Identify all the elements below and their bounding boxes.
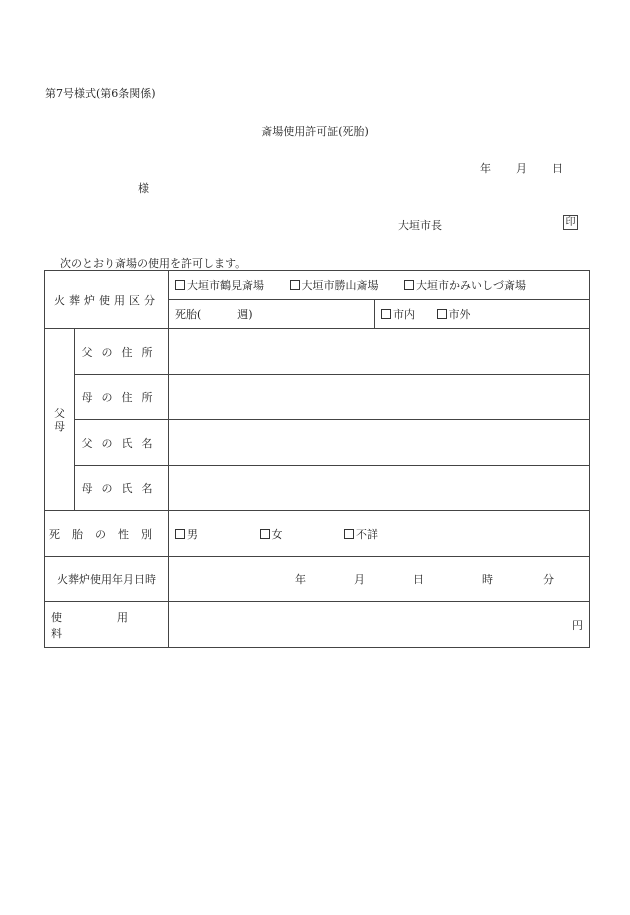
- form-number: 第7号様式(第6条関係): [45, 87, 156, 100]
- sex-option-male[interactable]: 男: [175, 526, 198, 542]
- datetime-month-label: 月: [354, 573, 365, 586]
- residence-option-inside[interactable]: 市内: [381, 306, 415, 322]
- fee-label-cell: [45, 602, 169, 648]
- facility-row: [45, 271, 590, 300]
- facility-options-cell: [169, 271, 590, 300]
- sex-options-cell: [169, 511, 590, 557]
- father-address-row: [45, 329, 590, 375]
- checkbox-icon[interactable]: [437, 309, 447, 319]
- residence-option-outside[interactable]: 市外: [437, 306, 471, 322]
- mother-address-field[interactable]: [169, 375, 590, 420]
- issue-date: [480, 160, 563, 176]
- facility-option-katsuyama[interactable]: 大垣市勝山斎場: [290, 277, 379, 293]
- checkbox-icon[interactable]: [175, 529, 185, 539]
- parents-group-label-mother: 母: [54, 419, 65, 433]
- datetime-label: 火葬炉使用年月日時: [57, 573, 156, 586]
- sex-row: [45, 511, 590, 557]
- issuer-title: 大垣市長: [398, 219, 442, 232]
- fee-row: [45, 602, 590, 648]
- checkbox-icon[interactable]: [344, 529, 354, 539]
- father-address-label: 父の住所: [81, 345, 162, 359]
- addressee-suffix: 様: [138, 182, 149, 195]
- weeks-cell[interactable]: [169, 300, 375, 329]
- father-name-label-cell: [75, 420, 169, 466]
- parents-group-label-cell: [45, 329, 75, 511]
- datetime-field[interactable]: [169, 557, 590, 602]
- father-name-row: [45, 420, 590, 466]
- fee-label: 使用料: [51, 610, 162, 640]
- weeks-prefix: 死胎(: [175, 308, 202, 321]
- sex-option-unknown[interactable]: 不詳: [344, 526, 378, 542]
- mother-address-label-cell: [75, 375, 169, 420]
- facility-option-kamiishizu[interactable]: 大垣市かみいしづ斎場: [404, 277, 526, 293]
- parents-group-label-father: 父: [54, 406, 65, 420]
- father-name-label: 父の氏名: [81, 436, 162, 450]
- seal-stamp: 印: [563, 215, 578, 230]
- datetime-hour-label: 時: [482, 573, 493, 586]
- datetime-label-cell: [45, 557, 169, 602]
- mother-name-label: 母の氏名: [81, 482, 162, 495]
- datetime-day-label: 日: [413, 573, 424, 586]
- datetime-minute-label: 分: [543, 573, 554, 586]
- mother-address-label: 母の住所: [81, 391, 162, 404]
- checkbox-icon[interactable]: [404, 280, 414, 290]
- sex-option-female[interactable]: 女: [260, 526, 283, 542]
- checkbox-icon[interactable]: [175, 280, 185, 290]
- facility-option-tsurumi[interactable]: 大垣市鶴見斎場: [175, 277, 264, 293]
- father-name-field[interactable]: [169, 420, 590, 466]
- residence-cell: [375, 300, 590, 329]
- date-day-label: 日: [552, 162, 563, 175]
- fee-unit: 円: [572, 618, 583, 632]
- checkbox-icon[interactable]: [290, 280, 300, 290]
- fee-field[interactable]: [169, 602, 590, 648]
- document-title: 斎場使用許可証(死胎): [261, 125, 369, 138]
- father-address-label-cell: [75, 329, 169, 375]
- mother-name-label-cell: [75, 466, 169, 511]
- facility-label-cell: [45, 271, 169, 329]
- mother-address-row: [45, 375, 590, 420]
- date-year-label: 年: [480, 162, 491, 175]
- mother-name-field[interactable]: [169, 466, 590, 511]
- datetime-row: [45, 557, 590, 602]
- intro-text: 次のとおり斎場の使用を許可します。: [60, 257, 247, 270]
- checkbox-icon[interactable]: [381, 309, 391, 319]
- sex-label-cell: [45, 511, 169, 557]
- sex-label: 死胎の性別: [49, 527, 164, 541]
- datetime-year-label: 年: [295, 573, 306, 586]
- facility-label: 火葬炉使用区分: [54, 293, 159, 307]
- father-address-field[interactable]: [169, 329, 590, 375]
- checkbox-icon[interactable]: [260, 529, 270, 539]
- date-month-label: 月: [516, 162, 527, 175]
- mother-name-row: [45, 466, 590, 511]
- permit-form-table: [44, 270, 590, 648]
- weeks-suffix: 週): [237, 308, 253, 321]
